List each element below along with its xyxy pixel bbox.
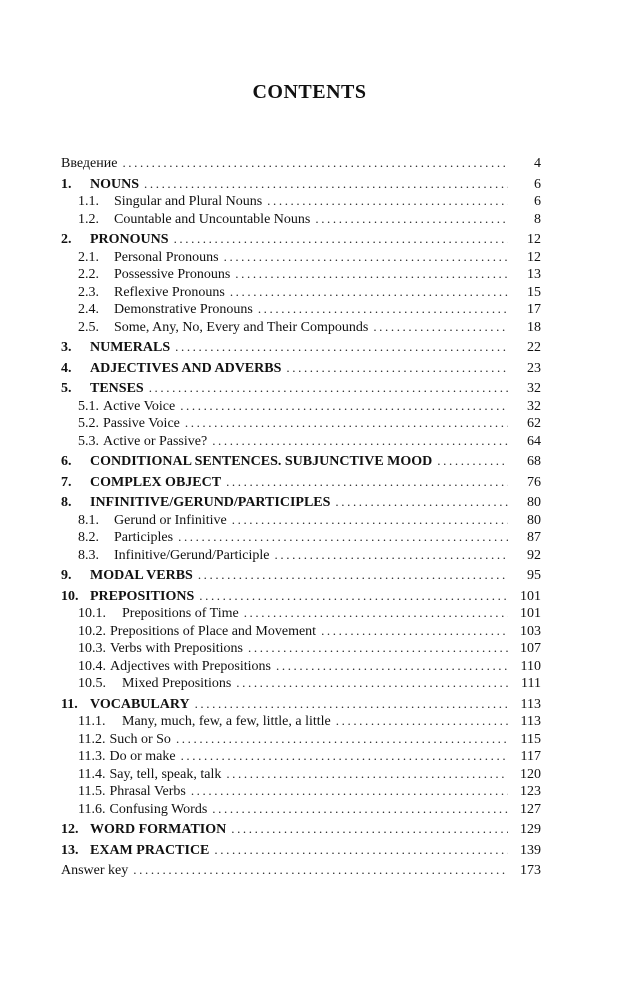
toc-label: Do or make [109, 749, 176, 764]
toc-page-number: 115 [520, 731, 541, 747]
toc-page-number: 8 [534, 211, 541, 227]
page-title: CONTENTS [252, 81, 367, 103]
toc-label: Countable and Uncountable Nouns [114, 211, 311, 227]
toc-chapter-row [61, 359, 541, 377]
toc-number: 1.2. [78, 211, 99, 227]
toc-label: Adjectives with Prepositions [110, 658, 271, 674]
dot-leader [133, 861, 508, 879]
toc-label: Singular and Plural Nouns [114, 194, 263, 209]
toc-number: 8. [61, 495, 72, 510]
toc-number: 7. [61, 474, 72, 490]
toc-page-number: 107 [520, 641, 541, 656]
toc-chapter-row [61, 566, 541, 584]
toc-label: WORD FORMATION [90, 822, 227, 837]
toc-label: Answer key [61, 863, 129, 878]
dot-leader [226, 473, 508, 491]
dot-leader [373, 318, 508, 336]
toc-chapter-row [61, 820, 541, 838]
dot-leader [181, 747, 508, 765]
toc-number: 11.2. [78, 731, 106, 747]
dot-leader [335, 493, 508, 511]
toc-number: 10.1. [78, 606, 106, 621]
toc-page-number: 103 [520, 623, 541, 639]
toc-page-number: 68 [527, 454, 541, 469]
dot-leader [248, 639, 508, 657]
dot-leader [437, 452, 508, 470]
toc-label: Phrasal Verbs [109, 784, 186, 799]
toc-page-number: 123 [520, 784, 541, 799]
toc-section-row [61, 210, 541, 228]
toc-page-number: 80 [527, 495, 541, 510]
dot-leader [231, 820, 508, 838]
toc-page-number: 117 [520, 749, 541, 764]
toc-section-row [61, 248, 541, 266]
toc-section-row [61, 283, 541, 301]
toc-page-number: 12 [527, 232, 541, 247]
toc-page-number: 17 [527, 302, 541, 317]
dot-leader [178, 528, 508, 546]
toc-chapter-row [61, 452, 541, 470]
toc-label: MODAL VERBS [90, 568, 193, 583]
toc-page-number: 113 [520, 714, 541, 729]
toc-chapter-row [61, 587, 541, 605]
toc-section-row [61, 397, 541, 415]
dot-leader [195, 695, 508, 713]
toc-label: PRONOUNS [90, 232, 169, 247]
toc-label: Prepositions of Place and Movement [110, 623, 317, 639]
toc-number: 11. [61, 696, 78, 712]
dot-leader [286, 359, 508, 377]
toc-page-number: 32 [527, 398, 541, 414]
dot-leader [174, 230, 508, 248]
toc-label: Infinitive/Gerund/Participle [114, 547, 270, 563]
dot-leader [199, 587, 508, 605]
toc-chapter-row [61, 379, 541, 397]
toc-page-number: 13 [527, 267, 541, 282]
toc-page-number: 173 [520, 863, 541, 878]
toc-label: Gerund or Infinitive [114, 512, 227, 528]
toc-page-number: 6 [534, 194, 541, 209]
dot-leader [230, 283, 508, 301]
toc-page-number: 101 [520, 606, 541, 621]
toc-number: 2.5. [78, 319, 99, 335]
toc-chapter-row [61, 493, 541, 511]
toc-entry-row [61, 861, 541, 879]
toc-section-row [61, 657, 541, 675]
toc-number: 12. [61, 822, 79, 837]
toc-label: Active or Passive? [103, 433, 208, 449]
toc-number: 2.1. [78, 249, 99, 265]
toc-number: 5.1. [78, 398, 99, 414]
toc-label: Many, much, few, a few, little, a little [122, 714, 331, 729]
dot-leader [336, 712, 508, 730]
dot-leader [275, 546, 508, 564]
toc-page-number: 18 [527, 319, 541, 335]
dot-leader [122, 154, 508, 172]
toc-section-row [61, 712, 541, 730]
toc-label: Active Voice [103, 398, 176, 414]
toc-label: Confusing Words [109, 801, 208, 817]
toc-number: 8.3. [78, 547, 99, 563]
toc-section-row [61, 765, 541, 783]
dot-leader [276, 657, 508, 675]
toc-label: NOUNS [90, 176, 140, 192]
dot-leader [244, 604, 508, 622]
toc-label: Prepositions of Time [122, 606, 239, 621]
toc-number: 10.2. [78, 623, 106, 639]
dot-leader [232, 511, 508, 529]
toc-number: 9. [61, 568, 72, 583]
dot-leader [321, 622, 508, 640]
toc-page-number: 22 [527, 340, 541, 355]
toc-chapter-row [61, 695, 541, 713]
toc-label: VOCABULARY [90, 696, 190, 712]
toc-number: 2.3. [78, 284, 99, 300]
toc-section-row [61, 639, 541, 657]
toc-chapter-row [61, 175, 541, 193]
toc-label: Demonstrative Pronouns [114, 302, 253, 317]
dot-leader [191, 782, 508, 800]
toc-page-number: 92 [527, 547, 541, 563]
toc-chapter-row [61, 473, 541, 491]
toc-number: 13. [61, 842, 79, 858]
dot-leader [214, 841, 508, 859]
dot-leader [212, 432, 508, 450]
toc-section-row [61, 546, 541, 564]
toc-label: EXAM PRACTICE [90, 842, 210, 858]
toc-page-number: 32 [527, 381, 541, 396]
toc-number: 10.5. [78, 676, 106, 691]
table-of-contents [61, 154, 541, 879]
toc-section-row [61, 528, 541, 546]
toc-page-number: 110 [520, 658, 541, 674]
toc-section-row [61, 604, 541, 622]
toc-number: 5.2. [78, 416, 99, 431]
dot-leader [180, 397, 508, 415]
toc-number: 2.2. [78, 267, 99, 282]
toc-section-row [61, 318, 541, 336]
toc-label: Reflexive Pronouns [114, 284, 225, 300]
dot-leader [236, 674, 508, 692]
toc-number: 11.5. [78, 784, 106, 799]
toc-page-number: 80 [527, 512, 541, 528]
toc-label: INFINITIVE/GERUND/PARTICIPLES [90, 495, 331, 510]
toc-label: CONDITIONAL SENTENCES. SUBJUNCTIVE MOOD [90, 454, 433, 469]
toc-label: Passive Voice [103, 416, 180, 431]
toc-section-row [61, 730, 541, 748]
dot-leader [258, 300, 508, 318]
toc-page-number: 62 [527, 416, 541, 431]
toc-number: 5.3. [78, 433, 99, 449]
toc-page-number: 95 [527, 568, 541, 583]
toc-number: 11.1. [78, 714, 106, 729]
toc-label: Mixed Prepositions [122, 676, 232, 691]
toc-label: Say, tell, speak, talk [109, 766, 222, 782]
toc-label: NUMERALS [90, 340, 171, 355]
toc-label: COMPLEX OBJECT [90, 474, 222, 490]
dot-leader [224, 248, 508, 266]
dot-leader [185, 414, 508, 432]
dot-leader [212, 800, 508, 818]
toc-label: ADJECTIVES AND ADVERBS [90, 360, 282, 376]
dot-leader [175, 338, 508, 356]
toc-page-number: 113 [520, 696, 541, 712]
toc-label: Введение [61, 156, 118, 171]
toc-section-row [61, 747, 541, 765]
toc-page-number: 120 [520, 766, 541, 782]
toc-section-row [61, 800, 541, 818]
toc-page-number: 76 [527, 474, 541, 490]
toc-number: 10.3. [78, 641, 106, 656]
toc-number: 4. [61, 360, 72, 376]
toc-section-row [61, 192, 541, 210]
toc-page-number: 87 [527, 530, 541, 545]
dot-leader [198, 566, 508, 584]
toc-section-row [61, 511, 541, 529]
toc-number: 2. [61, 232, 72, 247]
toc-number: 11.4. [78, 766, 106, 782]
toc-section-row [61, 414, 541, 432]
toc-entry-row [61, 154, 541, 172]
toc-label: Participles [114, 530, 174, 545]
dot-leader [149, 379, 508, 397]
toc-number: 11.6. [78, 801, 106, 817]
toc-chapter-row [61, 338, 541, 356]
toc-number: 1. [61, 176, 72, 192]
toc-chapter-row [61, 841, 541, 859]
toc-page-number: 64 [527, 433, 541, 449]
dot-leader [144, 175, 508, 193]
toc-page-number: 12 [527, 249, 541, 265]
toc-number: 8.1. [78, 512, 99, 528]
toc-section-row [61, 265, 541, 283]
toc-label: Such or So [109, 731, 171, 747]
toc-number: 10. [61, 588, 79, 604]
toc-number: 8.2. [78, 530, 99, 545]
toc-number: 10.4. [78, 658, 106, 674]
toc-number: 3. [61, 340, 72, 355]
toc-number: 11.3. [78, 749, 106, 764]
toc-number: 1.1. [78, 194, 99, 209]
toc-page-number: 23 [527, 360, 541, 376]
toc-label: Some, Any, No, Every and Their Compounds [114, 319, 369, 335]
toc-label: PREPOSITIONS [90, 588, 195, 604]
toc-page-number: 129 [520, 822, 541, 837]
toc-section-row [61, 622, 541, 640]
toc-label: Personal Pronouns [114, 249, 219, 265]
toc-chapter-row [61, 230, 541, 248]
toc-page-number: 101 [520, 588, 541, 604]
toc-number: 6. [61, 454, 72, 469]
toc-section-row [61, 782, 541, 800]
toc-section-row [61, 300, 541, 318]
dot-leader [176, 730, 508, 748]
toc-number: 5. [61, 381, 72, 396]
toc-label: Verbs with Prepositions [110, 641, 243, 656]
toc-page-number: 127 [520, 801, 541, 817]
toc-page-number: 6 [534, 176, 541, 192]
toc-page-number: 4 [534, 156, 541, 171]
toc-section-row [61, 432, 541, 450]
toc-label: Possessive Pronouns [114, 267, 231, 282]
dot-leader [226, 765, 508, 783]
toc-page-number: 111 [521, 676, 541, 691]
toc-section-row [61, 674, 541, 692]
dot-leader [315, 210, 508, 228]
toc-number: 2.4. [78, 302, 99, 317]
toc-label: TENSES [90, 381, 144, 396]
toc-page-number: 15 [527, 284, 541, 300]
dot-leader [235, 265, 508, 283]
dot-leader [267, 192, 508, 210]
toc-page-number: 139 [520, 842, 541, 858]
